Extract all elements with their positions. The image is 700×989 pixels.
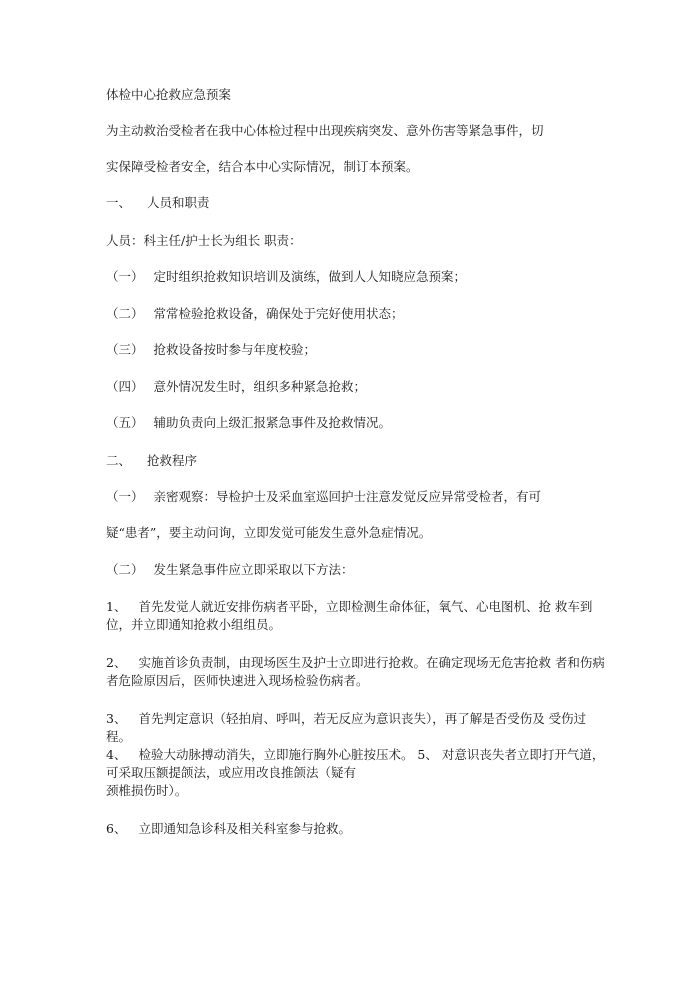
- step-item: [106, 654, 606, 690]
- step-item: [106, 746, 606, 782]
- section-1-number: 一、: [106, 195, 132, 210]
- staff-line: 人员：科主任/护士长为组长 职责：: [106, 233, 302, 248]
- section-2-number: 二、: [106, 453, 132, 468]
- step-text: 检验大动脉搏动消失，立即施行胸外心脏按压术。 5、 对意识丧失者立即打开气道，可采取压额提颌法，或应用改良推颌法（疑有: [106, 747, 605, 780]
- step-item: [106, 598, 606, 634]
- step-text: 首先判定意识（轻拍肩、呼叫，若无反应为意识丧失），再了解是否受伤及 受伤过程。: [106, 711, 587, 744]
- section-2-title: 抢救程序: [147, 453, 198, 468]
- duty-item: [106, 378, 366, 396]
- step-text: 首先发觉人就近安排伤病者平卧，立即检测生命体征，氧气、心电图机、抢 救车到位，并立即通知抢救小组组员。: [106, 599, 593, 632]
- procedure-item: [106, 488, 541, 506]
- duty-text: 意外情况发生时，组织多种紧急抢救；: [153, 379, 367, 394]
- duty-text: 抢救设备按时参与年度校验；: [153, 342, 317, 357]
- intro-line-2: 实保障受检者安全，结合本中心实际情况，制订本预案。: [106, 159, 419, 174]
- procedure-item: [106, 561, 354, 579]
- step-number: 6、: [106, 821, 127, 836]
- duty-text: 定时组织抢救知识培训及演练，做到人人知晓应急预案；: [153, 269, 467, 284]
- step-number: 3、: [106, 711, 127, 726]
- procedure-continuation: 疑“患者”，要主动问询，立即发觉可能发生意外急症情况。: [106, 525, 432, 540]
- procedure-number: （二）: [106, 562, 144, 577]
- step-text: 实施首诊负责制，由现场医生及护士立即进行抢救。在确定现场无危害抢救 者和伤病者危险原因后，医师快速进入现场检验伤病者。: [106, 655, 605, 688]
- intro-line-1: 为主动救治受检者在我中心体检过程中出现疾病突发、意外伤害等紧急事件，切: [106, 123, 544, 138]
- duty-text: 常常检验抢救设备，确保处于完好使用状态；: [153, 306, 404, 321]
- step-number: 2、: [106, 655, 127, 670]
- duty-item: [106, 305, 404, 323]
- duty-item: [106, 268, 466, 286]
- step-continuation: 颈椎损伤时）。: [106, 783, 188, 798]
- step-number: 4、: [106, 747, 127, 762]
- section-1-heading: [106, 194, 210, 212]
- procedure-number: （一）: [106, 489, 144, 504]
- section-2-heading: [106, 452, 197, 470]
- duty-number: （四）: [106, 379, 144, 394]
- duty-number: （五）: [106, 415, 144, 430]
- duty-number: （二）: [106, 306, 144, 321]
- step-text: 立即通知急诊科及相关科室参与抢救。: [138, 821, 351, 836]
- step-number: 1、: [106, 599, 127, 614]
- duty-item: [106, 341, 316, 359]
- section-1-title: 人员和职责: [147, 195, 210, 210]
- duty-item: [106, 414, 391, 432]
- step-item: [106, 820, 351, 838]
- duty-text: 辅助负责向上级汇报紧急事件及抢救情况。: [153, 415, 392, 430]
- procedure-text: 发生紧急事件应立即采取以下方法：: [153, 562, 354, 577]
- procedure-text: 亲密观察：导检护士及采血室巡回护士注意发觉反应异常受检者，有可: [153, 489, 542, 504]
- duty-number: （三）: [106, 342, 144, 357]
- step-item: [106, 710, 606, 746]
- duty-number: （一）: [106, 269, 144, 284]
- document-title: 体检中心抢救应急预案: [106, 87, 232, 102]
